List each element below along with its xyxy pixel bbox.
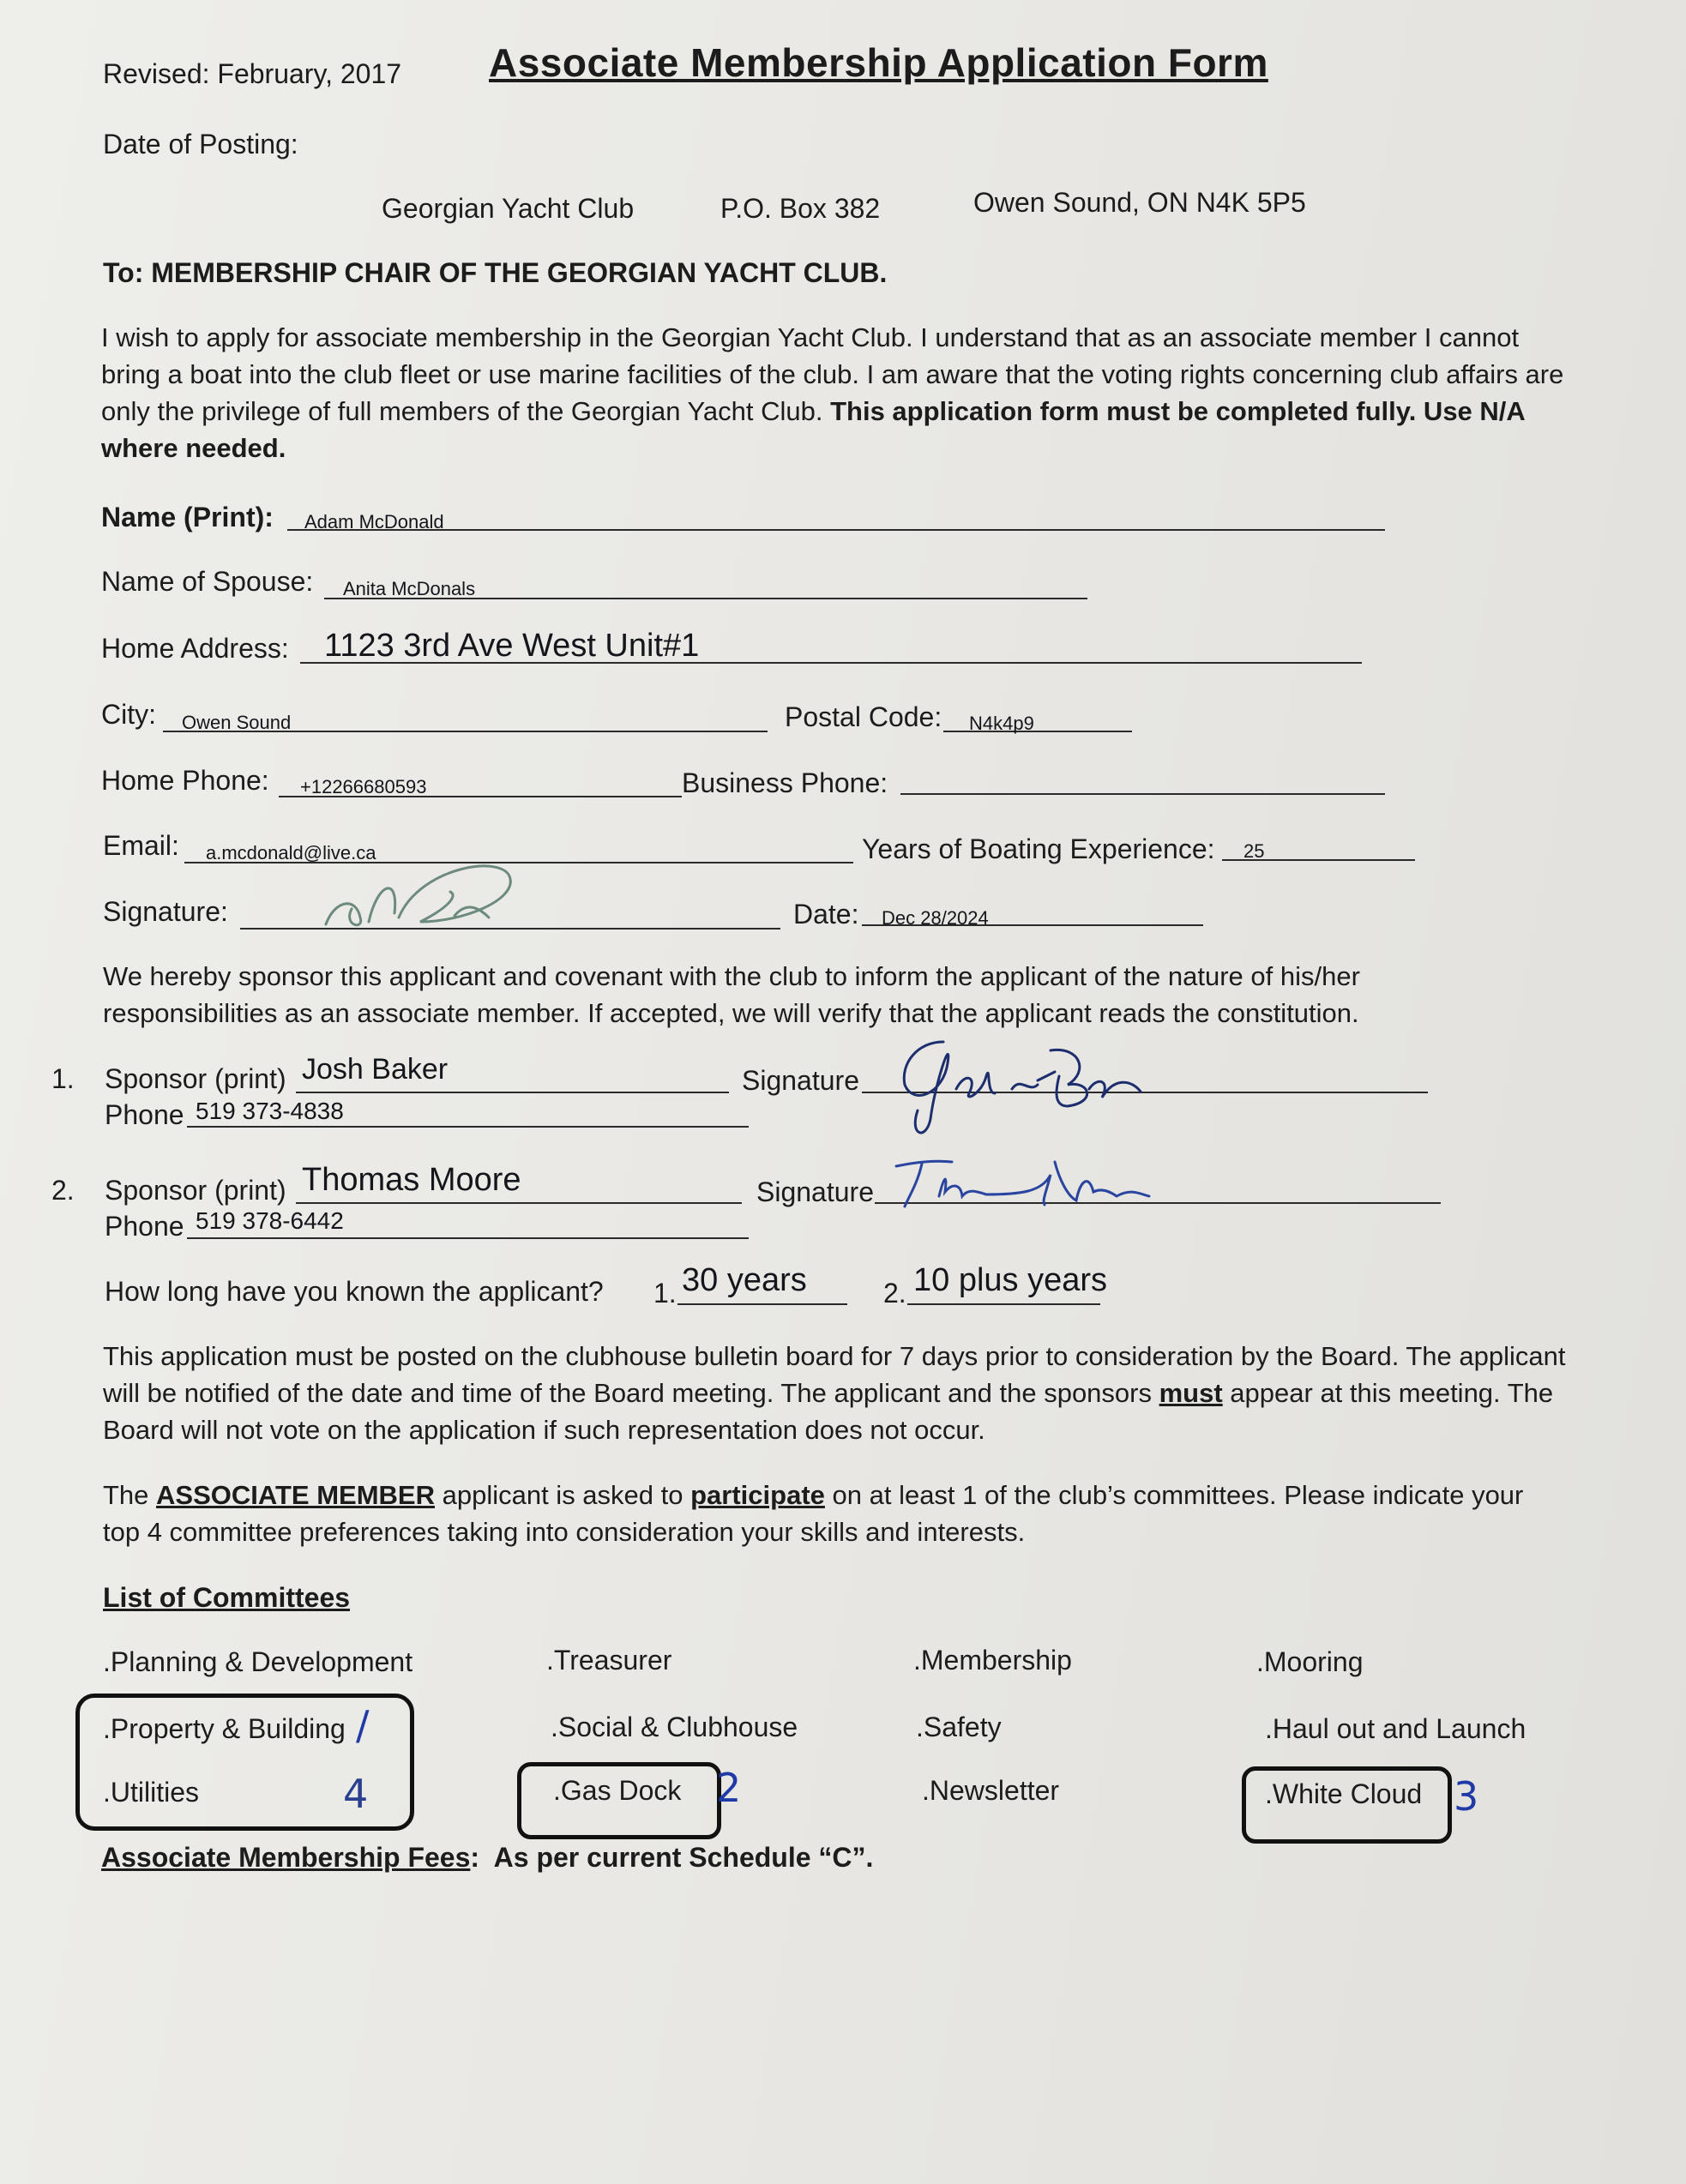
posting-notice-text-a: This application must be posted on the clubhouse bulletin board for 7 days prior to consideration by the Board. The applicant will be notified of the date and time of the Board meeting. The applicant and the sponsors [103, 1341, 1566, 1408]
date-of-posting-label: Date of Posting: [103, 129, 298, 159]
sponsor-2-name-underline [296, 1202, 742, 1204]
business-phone-label: Business Phone: [682, 767, 888, 798]
sponsor-1-label: Sponsor (print) [105, 1063, 286, 1094]
preference-mark-utilities: 4 [343, 1771, 369, 1817]
committee-gas-dock[interactable]: .Gas Dock [553, 1775, 682, 1806]
selection-box-gas-dock [517, 1762, 721, 1839]
sponsor-1-name-underline [296, 1092, 729, 1093]
fees-text: As per current Schedule “C”. [479, 1842, 874, 1873]
city-value[interactable]: Owen Sound [182, 712, 292, 733]
sponsor-2-number: 2. [51, 1175, 75, 1206]
experience-label: Years of Boating Experience: [862, 833, 1215, 864]
preference-mark-property: / [356, 1702, 370, 1748]
intro-bold-text: This application form must be completed fully. Use N/A where needed. [101, 396, 1525, 463]
sponsor-2-label: Sponsor (print) [105, 1175, 286, 1206]
date-label: Date: [793, 899, 859, 930]
known-label-2: 2. [883, 1278, 906, 1309]
sponsor-2-phone-label: Phone [105, 1211, 184, 1242]
to-line: To: MEMBERSHIP CHAIR OF THE GEORGIAN YACHT CLUB. [103, 257, 888, 288]
committee-property[interactable]: .Property & Building [103, 1713, 346, 1744]
known-question: How long have you known the applicant? [105, 1276, 604, 1307]
committee-notice-text-a: The [103, 1480, 157, 1510]
known-answer-1[interactable]: 30 years [682, 1262, 807, 1298]
sponsor-1-signature [883, 1025, 1158, 1145]
preference-mark-gas-dock: 2 [716, 1765, 742, 1811]
home-phone-label: Home Phone: [101, 765, 269, 796]
applicant-signature [317, 849, 532, 935]
name-underline [287, 529, 1385, 531]
committee-treasurer[interactable]: .Treasurer [546, 1645, 672, 1676]
known-2-underline [907, 1303, 1100, 1305]
sponsor-1-number: 1. [51, 1063, 75, 1094]
intro-text: I wish to apply for associate membership in the Georgian Yacht Club. I understand that as an associate member I cannot bring a boat into the club fleet or use marine facilities of the club. I am aware that the voting rights concerning club affairs are only the privilege of full members of the Georgian Yacht Club. [101, 322, 1564, 426]
committee-notice-participate: participate [690, 1480, 825, 1510]
sponsor-1-phone-label: Phone [105, 1099, 184, 1130]
known-label-1: 1. [653, 1278, 677, 1309]
posting-notice-must: must [1159, 1378, 1223, 1408]
sponsor-statement: We hereby sponsor this applicant and covenant with the club to inform the applicant of the nature of his/her responsibilities as an associate member. If accepted, we will verify that the applicant reads the constitution. [103, 961, 1360, 1028]
club-po-box: P.O. Box 382 [720, 193, 881, 224]
known-1-underline [677, 1303, 847, 1305]
preference-mark-white-cloud: 3 [1454, 1773, 1479, 1820]
posting-notice-text-b: appear at this meeting. The Board will not vote on the application if such representation does not occur. [103, 1378, 1554, 1445]
committee-membership[interactable]: .Membership [913, 1645, 1072, 1676]
spouse-value[interactable]: Anita McDonals [343, 578, 476, 599]
postal-code-value[interactable]: N4k4p9 [969, 713, 1034, 734]
sponsor-1-phone-underline [187, 1126, 749, 1128]
sponsor-2-signature [892, 1153, 1166, 1213]
fees-label: Associate Membership Fees [101, 1842, 471, 1873]
committee-white-cloud[interactable]: .White Cloud [1265, 1778, 1423, 1809]
committee-planning[interactable]: .Planning & Development [103, 1646, 413, 1677]
business-phone-underline [900, 793, 1385, 795]
intro-paragraph [101, 319, 1585, 466]
sponsor-2-name[interactable]: Thomas Moore [302, 1162, 521, 1198]
club-city: Owen Sound, ON N4K 5P5 [973, 187, 1306, 218]
signature-label: Signature: [103, 896, 228, 927]
committee-social[interactable]: .Social & Clubhouse [551, 1712, 798, 1742]
sponsor-1-signature-label: Signature [742, 1065, 859, 1096]
fees-line [101, 1842, 873, 1874]
committee-safety[interactable]: .Safety [916, 1712, 1002, 1742]
spouse-label: Name of Spouse: [101, 566, 314, 597]
address-label: Home Address: [101, 633, 289, 664]
city-label: City: [101, 699, 156, 730]
committee-notice [103, 1477, 1561, 1550]
committee-mooring[interactable]: .Mooring [1256, 1646, 1364, 1677]
home-phone-value[interactable]: +12266680593 [300, 776, 427, 797]
email-value[interactable]: a.mcdonald@live.ca [206, 842, 376, 863]
sponsor-1-name[interactable]: Josh Baker [302, 1053, 449, 1086]
committees-heading: List of Committees [103, 1582, 351, 1613]
experience-value[interactable]: 25 [1243, 840, 1265, 862]
sponsor-2-phone[interactable]: 519 378-6442 [196, 1207, 344, 1234]
revised-date: Revised: February, 2017 [103, 58, 402, 89]
committee-utilities[interactable]: .Utilities [103, 1777, 200, 1808]
fees-colon: : [470, 1842, 480, 1873]
committee-notice-text-c: on at least 1 of the club’s committees. Please indicate your top 4 committee preferences taking into consideration your skills and interests. [103, 1480, 1524, 1547]
email-label: Email: [103, 830, 179, 861]
date-value[interactable]: Dec 28/2024 [882, 907, 989, 929]
committee-notice-text-b: applicant is asked to [434, 1480, 691, 1510]
committee-newsletter[interactable]: .Newsletter [922, 1775, 1060, 1806]
sponsor-1-phone[interactable]: 519 373-4838 [196, 1098, 344, 1124]
postal-code-label: Postal Code: [785, 701, 942, 732]
name-value[interactable]: Adam McDonald [304, 511, 444, 532]
address-value[interactable]: 1123 3rd Ave West Unit#1 [324, 628, 700, 664]
form-title: Associate Membership Application Form [489, 40, 1268, 85]
club-name: Georgian Yacht Club [382, 193, 635, 224]
name-label: Name (Print): [101, 502, 274, 532]
posting-notice [103, 1338, 1604, 1448]
sponsor-2-phone-underline [187, 1237, 749, 1239]
sponsor-2-signature-label: Signature [756, 1176, 874, 1207]
selection-box-white-cloud [1242, 1766, 1452, 1844]
committee-haul-out[interactable]: .Haul out and Launch [1265, 1713, 1526, 1744]
committee-notice-associate-member: ASSOCIATE MEMBER [156, 1480, 435, 1510]
known-answer-2[interactable]: 10 plus years [913, 1262, 1108, 1298]
